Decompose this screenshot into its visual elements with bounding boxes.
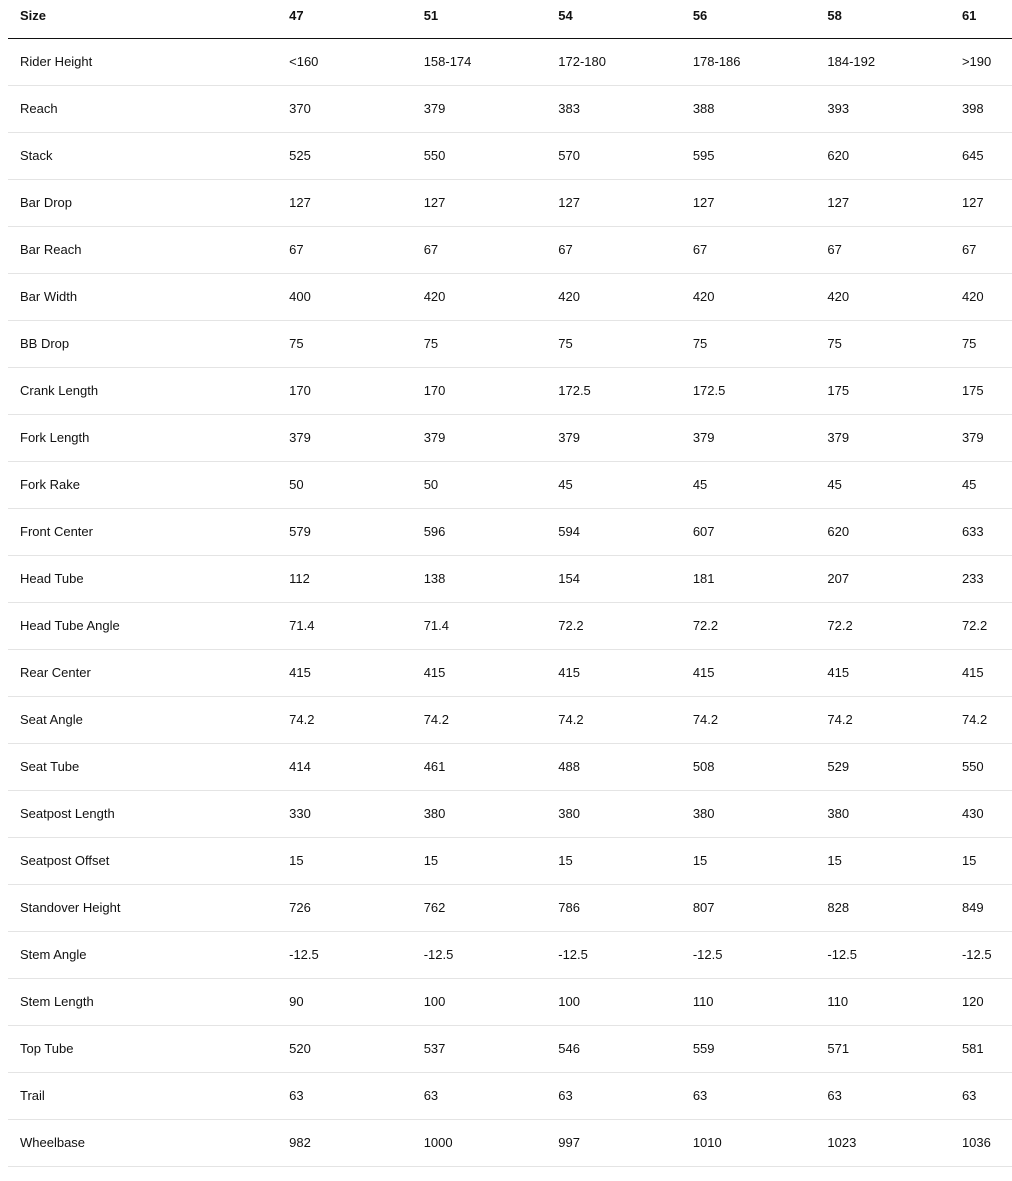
row-value: 559 (681, 1025, 816, 1072)
row-value: 379 (815, 414, 950, 461)
row-value: -12.5 (815, 931, 950, 978)
table-row (8, 179, 1012, 226)
row-value: 74.2 (815, 696, 950, 743)
row-value: 645 (950, 132, 1012, 179)
row-value: 74.2 (412, 696, 547, 743)
header-size-54: 54 (546, 0, 681, 38)
row-value: 596 (412, 508, 547, 555)
row-value: 415 (277, 649, 412, 696)
row-value: 570 (546, 132, 681, 179)
row-value: -12.5 (277, 931, 412, 978)
row-value: 127 (950, 179, 1012, 226)
header-size-56: 56 (681, 0, 816, 38)
row-value: 15 (950, 837, 1012, 884)
row-label: Seatpost Length (8, 790, 277, 837)
row-value: 383 (546, 85, 681, 132)
header-row (8, 0, 1012, 38)
row-value: 67 (277, 226, 412, 273)
row-value: 100 (412, 978, 547, 1025)
row-label: Stack (8, 132, 277, 179)
table-row (8, 461, 1012, 508)
row-value: 71.4 (412, 602, 547, 649)
row-value: 330 (277, 790, 412, 837)
row-value: 762 (412, 884, 547, 931)
row-label: Rear Center (8, 649, 277, 696)
table-row (8, 1119, 1012, 1166)
row-value: 380 (412, 790, 547, 837)
row-value: 400 (277, 273, 412, 320)
row-value: 67 (546, 226, 681, 273)
row-value: 620 (815, 132, 950, 179)
row-label: Seat Tube (8, 743, 277, 790)
row-value: 595 (681, 132, 816, 179)
row-value: 15 (546, 837, 681, 884)
row-value: 172.5 (681, 367, 816, 414)
row-value: 1010 (681, 1119, 816, 1166)
row-value: 127 (546, 179, 681, 226)
row-value: 63 (681, 1072, 816, 1119)
table-row (8, 85, 1012, 132)
row-value: 63 (815, 1072, 950, 1119)
row-value: 112 (277, 555, 412, 602)
row-value: 75 (546, 320, 681, 367)
row-value: 520 (277, 1025, 412, 1072)
row-value: -12.5 (546, 931, 681, 978)
row-value: 138 (412, 555, 547, 602)
row-label: Wheelbase (8, 1119, 277, 1166)
row-label: BB Drop (8, 320, 277, 367)
row-value: 380 (546, 790, 681, 837)
row-value: 175 (815, 367, 950, 414)
row-value: 67 (950, 226, 1012, 273)
row-value: 110 (815, 978, 950, 1025)
row-value: 594 (546, 508, 681, 555)
row-label: Standover Height (8, 884, 277, 931)
row-value: 420 (950, 273, 1012, 320)
row-value: 607 (681, 508, 816, 555)
table-row (8, 226, 1012, 273)
row-value: 388 (681, 85, 816, 132)
row-value: 100 (546, 978, 681, 1025)
table-row (8, 649, 1012, 696)
row-value: 67 (681, 226, 816, 273)
table-row (8, 602, 1012, 649)
row-value: 430 (950, 790, 1012, 837)
row-value: 546 (546, 1025, 681, 1072)
table-row (8, 273, 1012, 320)
row-value: 184-192 (815, 38, 950, 85)
row-value: 550 (950, 743, 1012, 790)
row-value: 63 (412, 1072, 547, 1119)
row-value: 581 (950, 1025, 1012, 1072)
row-value: 63 (546, 1072, 681, 1119)
row-value: 786 (546, 884, 681, 931)
row-value: 15 (681, 837, 816, 884)
table-row (8, 132, 1012, 179)
row-value: 207 (815, 555, 950, 602)
header-size-label: Size (8, 0, 277, 38)
table-row (8, 414, 1012, 461)
row-label: Seat Angle (8, 696, 277, 743)
row-value: 415 (412, 649, 547, 696)
row-label: Head Tube Angle (8, 602, 277, 649)
row-value: 571 (815, 1025, 950, 1072)
row-label: Bar Reach (8, 226, 277, 273)
row-value: 849 (950, 884, 1012, 931)
header-size-51: 51 (412, 0, 547, 38)
row-value: 997 (546, 1119, 681, 1166)
row-value: 127 (412, 179, 547, 226)
row-value: 488 (546, 743, 681, 790)
row-label: Stem Angle (8, 931, 277, 978)
row-value: 158-174 (412, 38, 547, 85)
row-value: 379 (546, 414, 681, 461)
row-value: 420 (681, 273, 816, 320)
row-label: Head Tube (8, 555, 277, 602)
row-value: 45 (815, 461, 950, 508)
row-value: 379 (277, 414, 412, 461)
row-value: 1023 (815, 1119, 950, 1166)
header-size-47: 47 (277, 0, 412, 38)
row-value: 45 (681, 461, 816, 508)
row-value: 75 (412, 320, 547, 367)
table-row (8, 508, 1012, 555)
row-value: 67 (412, 226, 547, 273)
row-value: <160 (277, 38, 412, 85)
row-value: 414 (277, 743, 412, 790)
row-value: 380 (815, 790, 950, 837)
row-value: 15 (412, 837, 547, 884)
row-value: 525 (277, 132, 412, 179)
row-value: 1000 (412, 1119, 547, 1166)
row-value: 461 (412, 743, 547, 790)
row-label: Rider Height (8, 38, 277, 85)
row-value: 63 (950, 1072, 1012, 1119)
table-row (8, 837, 1012, 884)
row-value: 172.5 (546, 367, 681, 414)
row-value: 233 (950, 555, 1012, 602)
row-value: 75 (681, 320, 816, 367)
row-value: 63 (277, 1072, 412, 1119)
row-value: 828 (815, 884, 950, 931)
row-value: 127 (681, 179, 816, 226)
row-value: 75 (277, 320, 412, 367)
row-value: 537 (412, 1025, 547, 1072)
row-value: 529 (815, 743, 950, 790)
row-label: Top Tube (8, 1025, 277, 1072)
row-value: 172-180 (546, 38, 681, 85)
table-row (8, 1072, 1012, 1119)
row-value: 420 (546, 273, 681, 320)
header-size-61: 61 (950, 0, 1012, 38)
row-value: 50 (277, 461, 412, 508)
table-row (8, 696, 1012, 743)
row-value: 74.2 (546, 696, 681, 743)
table-row (8, 978, 1012, 1025)
row-label: Reach (8, 85, 277, 132)
row-value: 633 (950, 508, 1012, 555)
row-value: 1036 (950, 1119, 1012, 1166)
row-label: Stem Length (8, 978, 277, 1025)
row-value: 620 (815, 508, 950, 555)
row-value: 15 (277, 837, 412, 884)
row-value: 170 (412, 367, 547, 414)
row-value: 415 (681, 649, 816, 696)
row-value: 72.2 (950, 602, 1012, 649)
row-value: 127 (815, 179, 950, 226)
row-value: 74.2 (950, 696, 1012, 743)
row-label: Fork Rake (8, 461, 277, 508)
row-value: 15 (815, 837, 950, 884)
row-value: 982 (277, 1119, 412, 1166)
table-row (8, 790, 1012, 837)
row-value: 370 (277, 85, 412, 132)
row-value: 726 (277, 884, 412, 931)
row-value: 415 (546, 649, 681, 696)
row-value: 181 (681, 555, 816, 602)
row-value: 415 (950, 649, 1012, 696)
table-row (8, 884, 1012, 931)
row-value: 420 (412, 273, 547, 320)
row-value: -12.5 (412, 931, 547, 978)
row-value: 175 (950, 367, 1012, 414)
row-value: 379 (681, 414, 816, 461)
row-label: Trail (8, 1072, 277, 1119)
row-value: 71.4 (277, 602, 412, 649)
table-row (8, 931, 1012, 978)
table-row (8, 38, 1012, 85)
row-label: Seatpost Offset (8, 837, 277, 884)
row-value: 75 (950, 320, 1012, 367)
header-size-58: 58 (815, 0, 950, 38)
row-value: 45 (950, 461, 1012, 508)
table-row (8, 1025, 1012, 1072)
row-value: 72.2 (546, 602, 681, 649)
row-value: 110 (681, 978, 816, 1025)
table-row (8, 743, 1012, 790)
row-value: 72.2 (815, 602, 950, 649)
row-value: 579 (277, 508, 412, 555)
row-value: 415 (815, 649, 950, 696)
row-label: Fork Length (8, 414, 277, 461)
row-value: 120 (950, 978, 1012, 1025)
table-row (8, 320, 1012, 367)
row-value: 74.2 (681, 696, 816, 743)
geometry-table-container (8, 0, 1012, 1167)
row-value: -12.5 (950, 931, 1012, 978)
row-value: 90 (277, 978, 412, 1025)
table-row (8, 367, 1012, 414)
row-value: 67 (815, 226, 950, 273)
row-value: 75 (815, 320, 950, 367)
row-value: 74.2 (277, 696, 412, 743)
row-value: 379 (950, 414, 1012, 461)
row-label: Crank Length (8, 367, 277, 414)
row-label: Bar Drop (8, 179, 277, 226)
row-value: 379 (412, 414, 547, 461)
row-value: 178-186 (681, 38, 816, 85)
row-value: 508 (681, 743, 816, 790)
row-value: >190 (950, 38, 1012, 85)
row-value: 807 (681, 884, 816, 931)
row-label: Front Center (8, 508, 277, 555)
row-value: 379 (412, 85, 547, 132)
geometry-table (8, 0, 1012, 1167)
row-label: Bar Width (8, 273, 277, 320)
table-body (8, 38, 1012, 1166)
row-value: 398 (950, 85, 1012, 132)
row-value: 170 (277, 367, 412, 414)
row-value: -12.5 (681, 931, 816, 978)
row-value: 154 (546, 555, 681, 602)
row-value: 420 (815, 273, 950, 320)
row-value: 393 (815, 85, 950, 132)
table-header (8, 0, 1012, 38)
row-value: 50 (412, 461, 547, 508)
row-value: 45 (546, 461, 681, 508)
row-value: 72.2 (681, 602, 816, 649)
row-value: 380 (681, 790, 816, 837)
row-value: 550 (412, 132, 547, 179)
table-row (8, 555, 1012, 602)
row-value: 127 (277, 179, 412, 226)
